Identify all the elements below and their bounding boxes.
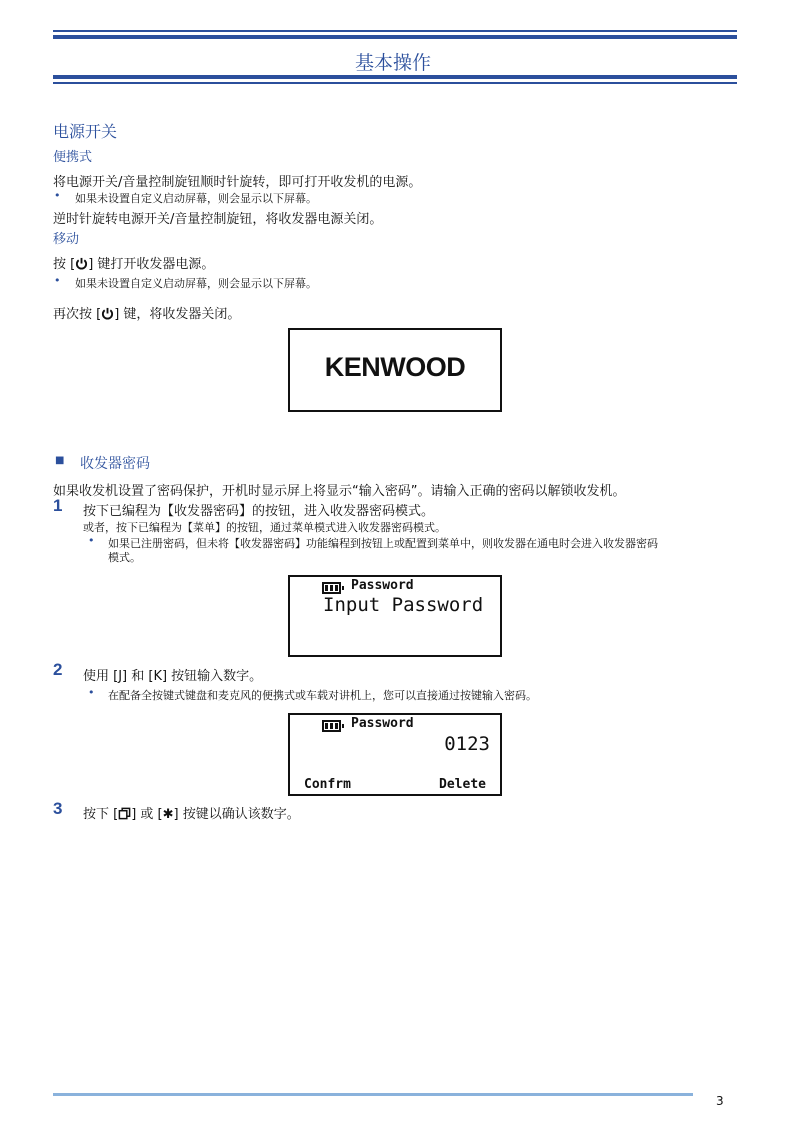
step-3-post: ] 按键以确认该数字。 (173, 807, 300, 822)
lcd-title: Password (351, 578, 414, 593)
step-number-3: 3 (53, 799, 63, 818)
bullet-marker: • (88, 686, 95, 699)
subheading-mobile: 移动 (53, 232, 80, 247)
section-heading-password: 收发器密码 (80, 456, 150, 472)
mobile-line-2-post: ] 键，将收发器关闭。 (114, 307, 241, 322)
subheading-portable: 便携式 (53, 150, 93, 165)
step-1-sub: 或者，按下已编程为【菜单】的按钮，通过菜单模式进入收发器密码模式。 (83, 521, 446, 534)
password-intro: 如果收发机设置了密码保护，开机时显示屏上将显示“输入密码”。请输入正确的密码以解锁收发机。 (53, 484, 626, 499)
mobile-line-1-post: ] 键打开收发器电源。 (88, 257, 215, 272)
bullet-marker: • (54, 189, 61, 202)
step-1-bullet-line-2: 模式。 (108, 551, 141, 564)
header-rule-top-thick (53, 35, 737, 39)
mobile-line-1 (53, 253, 214, 272)
page-number: 3 (716, 1094, 724, 1108)
page-title: 基本操作 (354, 52, 431, 74)
step-1-bullet-line-1: 如果已注册密码，但未将【收发器密码】功能编程到按钮上或配置到菜单中，则收发器在通电时会进入收发器密码 (108, 537, 658, 550)
asterisk-key-icon: ✱ (162, 807, 174, 822)
step-3-mid: ] 或 [ (131, 807, 163, 822)
step-number-1: 1 (53, 496, 63, 515)
lcd-title: Password (351, 716, 414, 731)
bullet-marker: • (54, 274, 61, 287)
lcd-prompt: Input Password (323, 594, 484, 616)
header-rule-bottom-thick (53, 75, 737, 79)
portable-line-1: 将电源开关/音量控制旋钮顺时针旋转，即可打开收发机的电源。 (53, 175, 422, 190)
mobile-bullet-1: 如果未设置自定义启动屏幕，则会显示以下屏幕。 (75, 277, 317, 290)
header-rule-bottom-thin (53, 82, 737, 84)
header-rule-top-thin (53, 30, 737, 32)
step-2-bullet: 在配备全按键式键盘和麦克风的便携式或车载对讲机上，您可以直接通过按键输入密码。 (108, 689, 537, 702)
mobile-line-1-pre: 按 [ (53, 257, 76, 272)
portable-bullet-1: 如果未设置自定义启动屏幕，则会显示以下屏幕。 (75, 192, 317, 205)
step-3-text (83, 803, 300, 822)
power-icon (101, 307, 114, 320)
battery-icon (322, 582, 341, 594)
section-square-icon: ■ (55, 455, 65, 466)
battery-icon (322, 720, 341, 732)
lcd-input-password (288, 575, 502, 657)
mobile-line-2-pre: 再次按 [ (53, 307, 102, 322)
step-2-text: 使用 [J] 和 [K] 按钮输入数字。 (83, 669, 263, 684)
bullet-marker: • (88, 534, 95, 547)
square-key-icon (118, 807, 131, 820)
power-icon (75, 257, 88, 270)
lcd-softkey-confirm: Confrm (304, 777, 351, 792)
lcd-softkey-delete: Delete (439, 777, 486, 792)
lcd-password-entry (288, 713, 502, 796)
footer-rule (53, 1093, 693, 1096)
step-number-2: 2 (53, 660, 63, 679)
kenwood-logo: KENWOOD (324, 352, 466, 382)
portable-line-2: 逆时针旋转电源开关/音量控制旋钮，将收发器电源关闭。 (53, 212, 383, 227)
lcd-password-value: 0123 (444, 733, 490, 755)
startup-screen (288, 328, 502, 412)
step-1-text: 按下已编程为【收发器密码】的按钮，进入收发器密码模式。 (83, 504, 435, 519)
mobile-line-2 (53, 303, 240, 322)
step-3-pre: 按下 [ (83, 807, 119, 822)
section-heading-power: 电源开关 (53, 122, 118, 141)
